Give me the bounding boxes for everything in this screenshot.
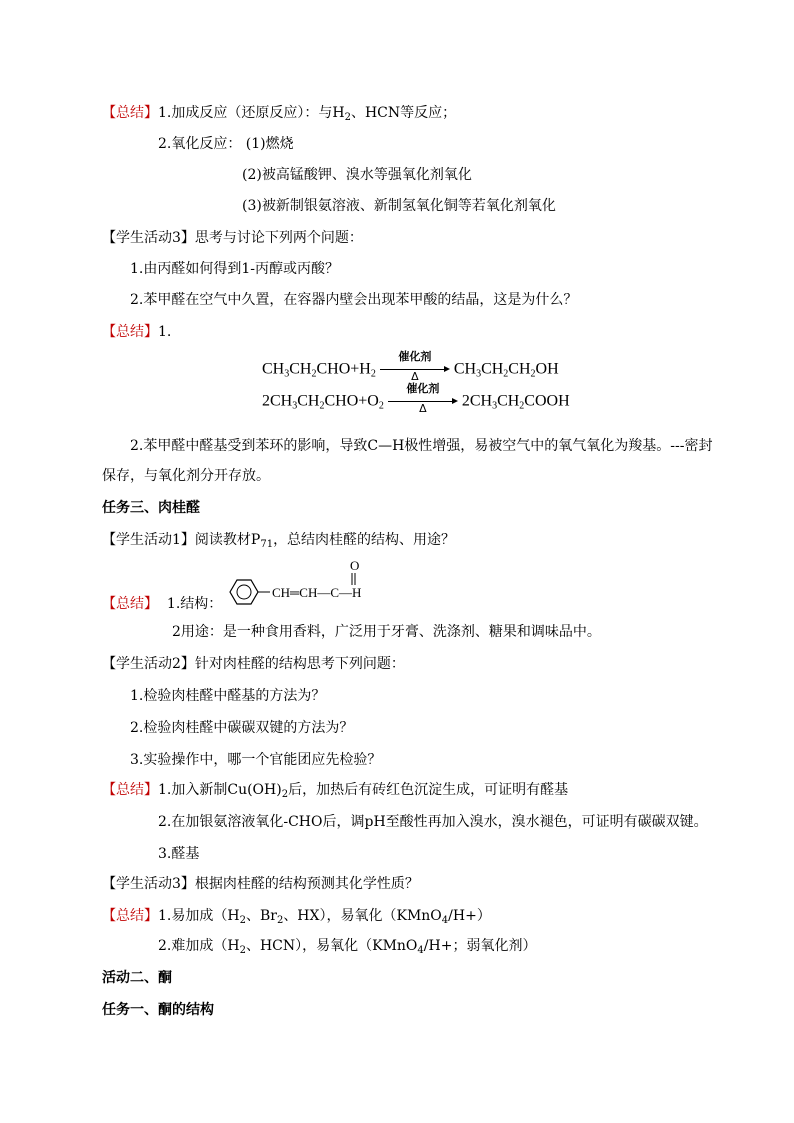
summary-line-3: 【总结】1.加入新制$Cu(OH)_2$后，加热后有砖红色沉淀生成，可证明有醛基: [102, 782, 569, 800]
summary-line-2: 【总结】1.: [102, 324, 172, 340]
student-activity-3-heading: 【学生活动3】思考与讨论下列两个问题：: [102, 230, 363, 246]
benzene-ring-icon: [230, 580, 258, 604]
task-1-heading: 任务一、酮的结构: [102, 1002, 214, 1018]
question-1: 1.由丙醛如何得到1-丙醇或丙酸？: [130, 261, 339, 277]
activity-2-heading: 活动二、酮: [102, 970, 172, 986]
reaction-arrow: 催化剂 Δ: [380, 360, 450, 380]
answer-3: 3.醛基: [158, 846, 200, 862]
question-2: 2.苯甲醛在空气中久置，在容器内壁会出现苯甲酸的结晶，这是为什么？: [130, 292, 578, 308]
question-double-bond-test: 2.检验肉桂醛中碳碳双键的方法为？: [130, 720, 354, 736]
question-order: 3.实验操作中，哪一个官能团应先检验？: [130, 752, 382, 768]
usage-line: 2用途：是一种食用香料，广泛用于牙膏、洗涤剂、糖果和调味品中。: [172, 624, 601, 640]
aldehyde-chain: CH═CH—C—H: [272, 585, 362, 600]
oxidation-item-3: (3)被新制银氨溶液、新制氢氧化铜等若氧化剂氧化: [242, 198, 556, 214]
explanation-line-a: 2.苯甲醛中醛基受到苯环的影响，导致C—H极性增强，易被空气中的氧气氧化为羧基。---密封: [130, 438, 713, 454]
summary-tag: 【总结】: [102, 105, 158, 121]
equation-1: $CH_3CH_2CHO+H_2$ 催化剂 Δ $CH_3CH_2CH_2OH$: [262, 350, 559, 383]
student-activity-1-heading: 【学生活动1】阅读教材$P_{71}$，总结肉桂醛的结构、用途？: [102, 532, 456, 550]
property-line-2: 2.难加成（$H_2$、HCN），易氧化（KMnO$_4$/H+；弱氧化剂）: [158, 938, 537, 956]
student-activity-3b-heading: 【学生活动3】根据肉桂醛的结构预测其化学性质？: [102, 876, 419, 892]
carbonyl-oxygen: O: [350, 558, 360, 573]
benzene-ring-circle: [237, 585, 251, 599]
summary-line-1: 【总结】1.加成反应（还原反应）：与$H_2$、HCN等反应；: [102, 105, 457, 123]
structure-line: 【总结】 1.结构：: [102, 596, 223, 612]
oxidation-reaction-line: 2.氧化反应： (1)燃烧: [158, 136, 294, 152]
task-3-heading: 任务三、肉桂醛: [102, 500, 200, 516]
question-aldehyde-test: 1.检验肉桂醛中醛基的方法为？: [130, 688, 326, 704]
oxidation-item-2: (2)被高锰酸钾、溴水等强氧化剂氧化: [242, 167, 472, 183]
reaction-arrow: 催化剂 Δ: [388, 392, 458, 412]
answer-2: 2.在加银氨溶液氧化-CHO后，调pH至酸性再加入溴水，溴水褪色，可证明有碳碳双键。: [158, 814, 708, 830]
student-activity-2-heading: 【学生活动2】针对肉桂醛的结构思考下列问题：: [102, 656, 405, 672]
cinnamaldehyde-structure: [222, 558, 402, 610]
explanation-line-b: 保存，与氧化剂分开存放。: [102, 468, 270, 484]
equation-2: $2CH_3CH_2CHO+O_2$ 催化剂 Δ $2CH_3CH_2COOH$: [262, 382, 570, 415]
summary-line-4: 【总结】1.易加成（$H_2$、$Br_2$、HX），易氧化（KMnO$_4$/H+）: [102, 908, 491, 926]
